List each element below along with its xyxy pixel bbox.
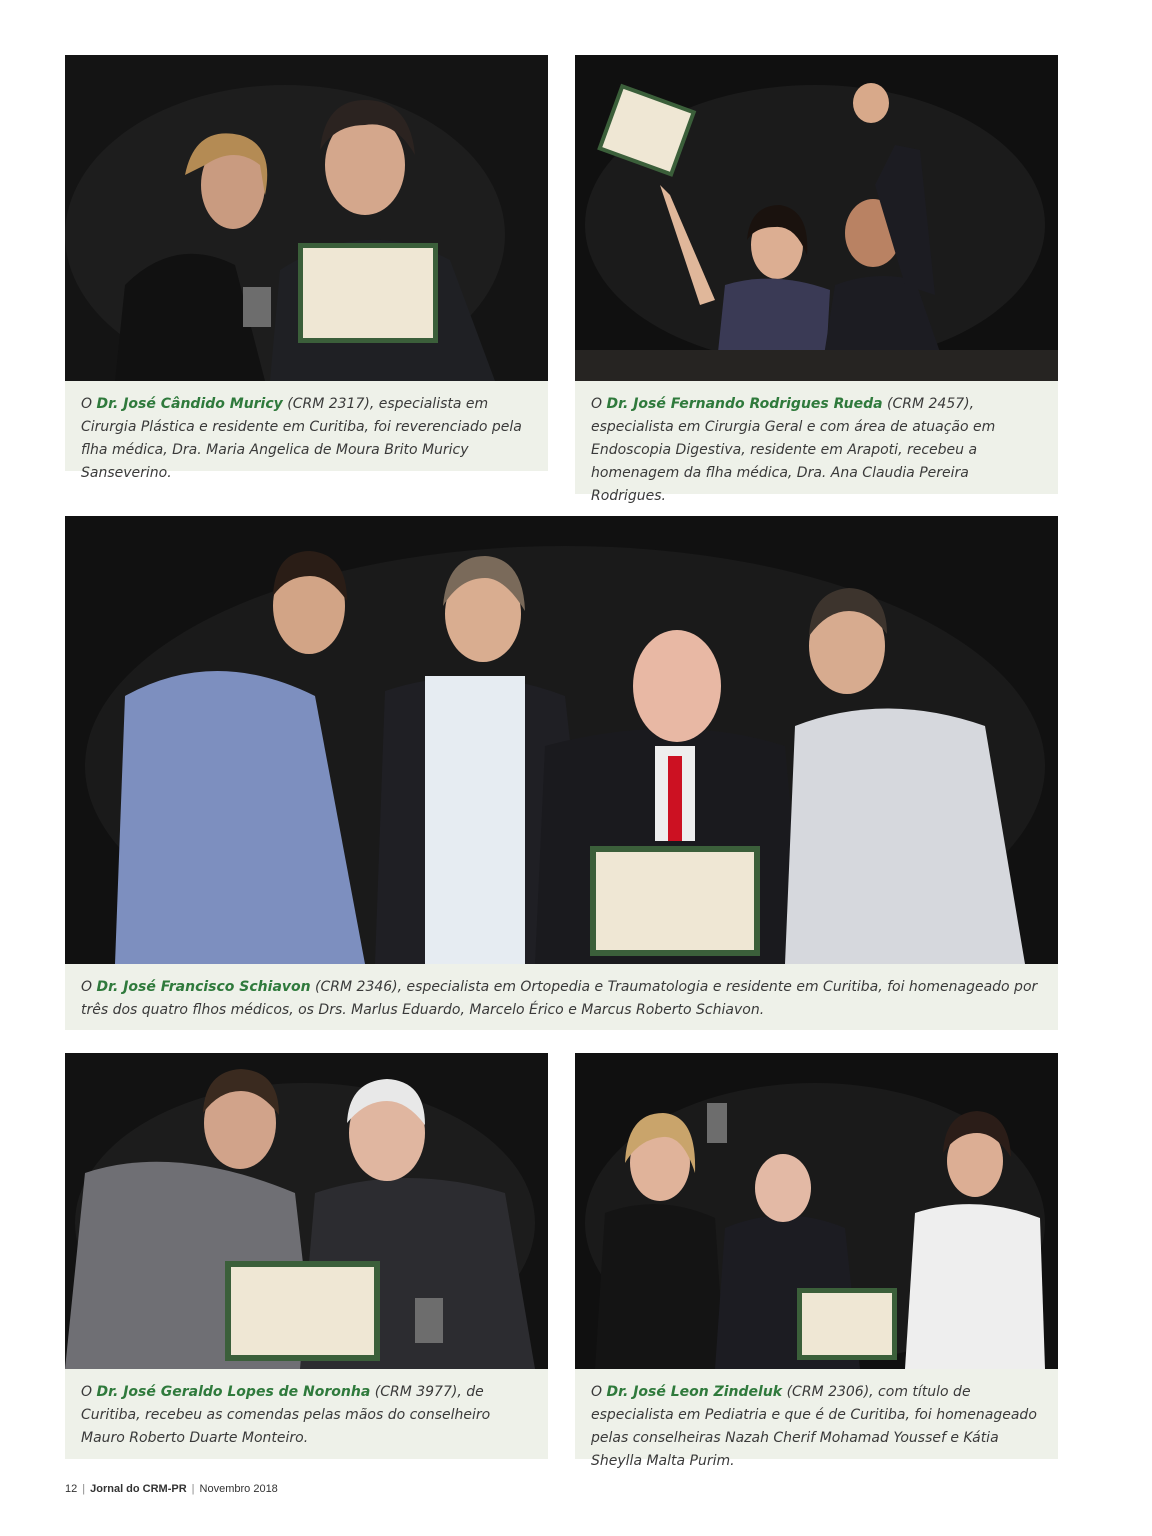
caption-noronha: O Dr. José Geraldo Lopes de Noronha (CRM 3977), de Curitiba, recebeu as comendas pelas mãos do conselheiro Mauro Roberto Duarte Monteiro. xyxy=(65,1369,548,1459)
photo-schiavon xyxy=(65,516,1058,964)
publication-name: Jornal do CRM-PR xyxy=(90,1483,187,1495)
honoree-name: Dr. José Francisco Schiavon xyxy=(96,979,311,995)
photo-muricy xyxy=(65,55,548,381)
caption-schiavon: O Dr. José Francisco Schiavon (CRM 2346), especialista em Ortopedia e Traumatologia e residente em Curitiba, foi homenageado por três dos quatro flhos médicos, os Drs. Marlus Eduardo, Marcelo Érico e Marcus Roberto Schiavon. xyxy=(65,964,1058,1030)
photo-rueda xyxy=(575,55,1058,381)
caption-rueda: O Dr. José Fernando Rodrigues Rueda (CRM 2457), especialista em Cirurgia Geral e com área de atuação em Endoscopia Digestiva, residente em Arapoti, recebeu a homenagem da flha médica, Dra. Ana Claudia Pereira Rodrigues. xyxy=(575,381,1058,494)
honoree-name: Dr. José Geraldo Lopes de Noronha xyxy=(96,1384,371,1400)
page-footer: 12 | Jornal do CRM-PR | Novembro 2018 xyxy=(65,1483,278,1495)
honoree-name: Dr. José Cândido Muricy xyxy=(96,396,283,412)
photo-noronha xyxy=(65,1053,548,1369)
honoree-name: Dr. José Fernando Rodrigues Rueda xyxy=(606,396,883,412)
photo-zindeluk xyxy=(575,1053,1058,1369)
caption-muricy: O Dr. José Cândido Muricy (CRM 2317), especialista em Cirurgia Plástica e residente em Curitiba, foi reverenciado pela flha médica, Dra. Maria Angelica de Moura Brito Muricy Sanseverino. xyxy=(65,381,548,471)
honoree-name: Dr. José Leon Zindeluk xyxy=(606,1384,783,1400)
page-number: 12 xyxy=(65,1483,78,1495)
issue-date: Novembro 2018 xyxy=(199,1483,278,1495)
caption-zindeluk: O Dr. José Leon Zindeluk (CRM 2306), com título de especialista em Pediatria e que é de Curitiba, foi homenageado pelas conselheiras Nazah Cherif Mohamad Youssef e Kátia Sheylla Malta Purim. xyxy=(575,1369,1058,1459)
